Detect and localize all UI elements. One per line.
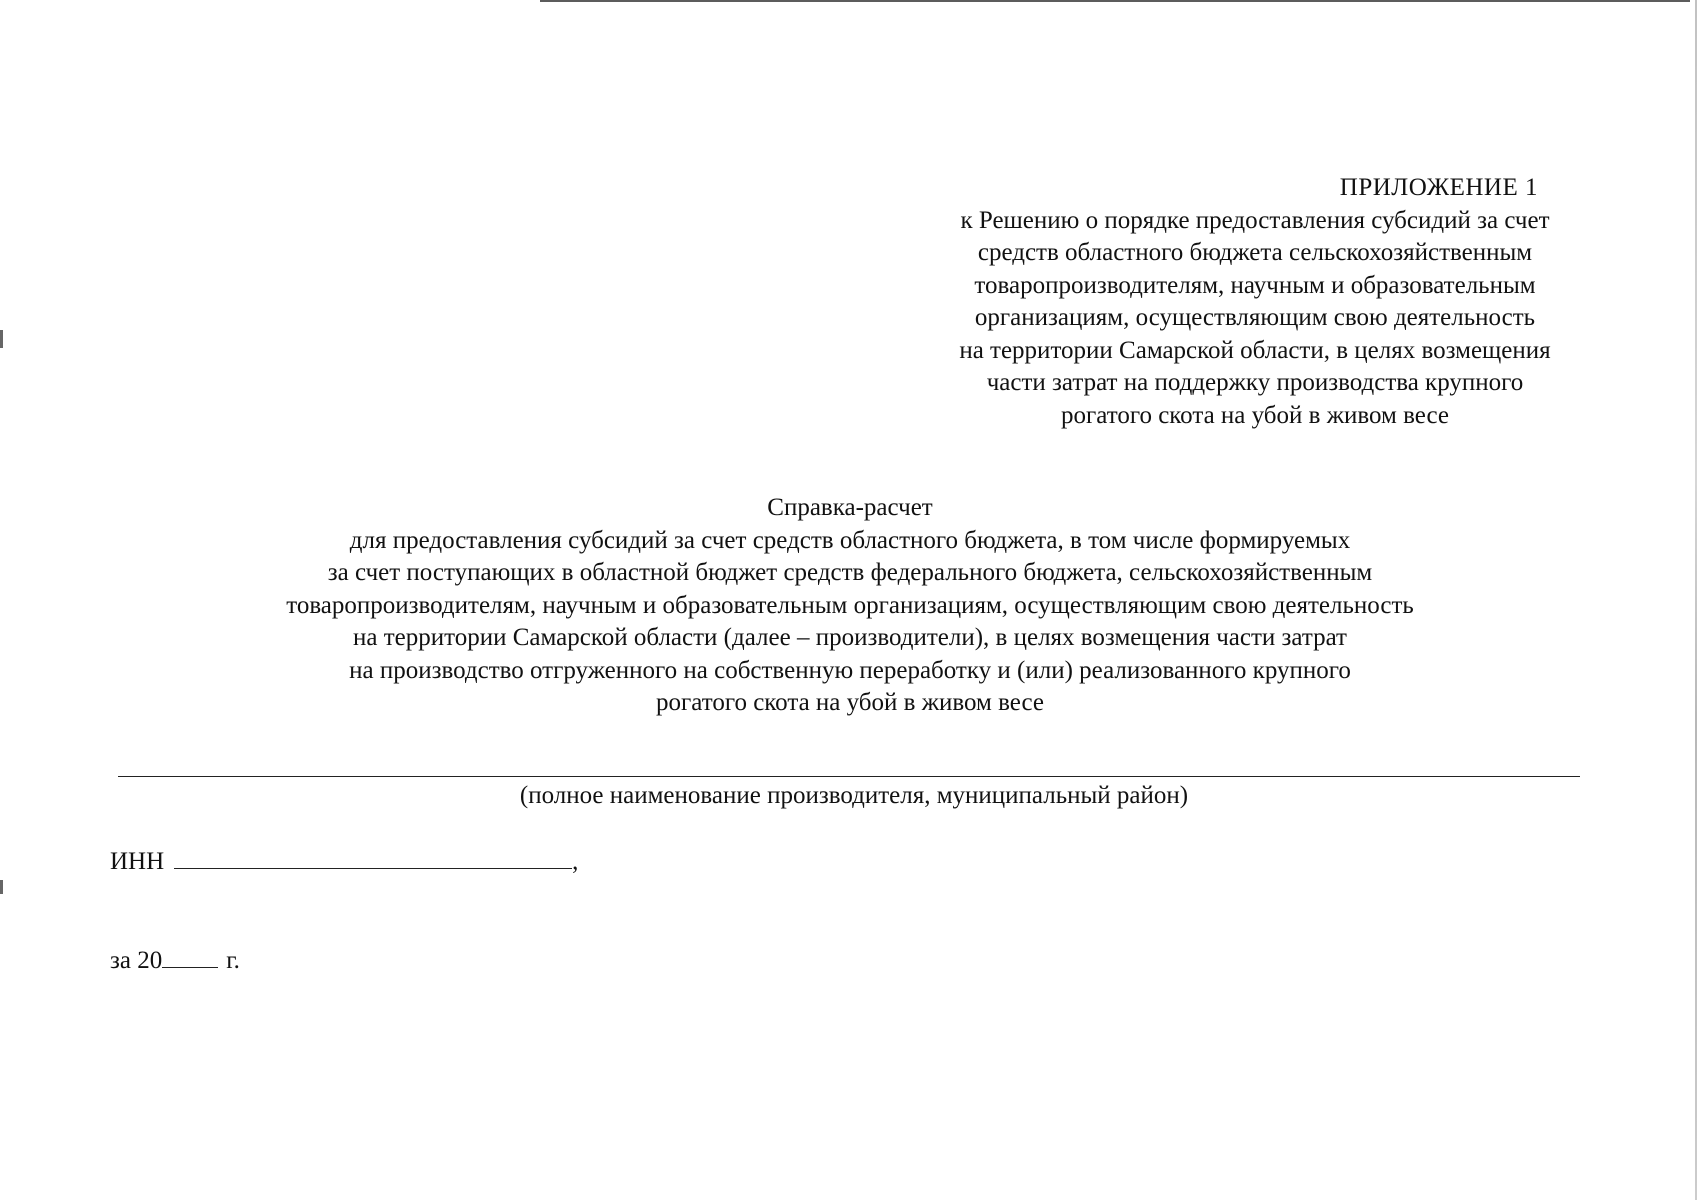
appendix-line: товаропроизводителям, научным и образовательным	[974, 271, 1536, 299]
scan-artifact-left-mark	[0, 880, 3, 894]
document-subtitle-line: за счет поступающих в областной бюджет средств федерального бюджета, сельскохозяйственным	[327, 559, 1373, 586]
year-field-blank[interactable]	[162, 945, 218, 968]
document-subtitle-line: товаропроизводителям, научным и образовательным организациям, осуществляющим свою деятельность	[286, 591, 1414, 619]
inn-label: ИНН	[110, 848, 165, 875]
appendix-line: организациям, осуществляющим свою деятельность	[974, 304, 1536, 331]
document-title: Справка-расчет	[767, 494, 933, 521]
period-row	[110, 945, 240, 977]
appendix-line: к Решению о порядке предоставления субсидий за счет	[960, 206, 1550, 234]
document-subtitle-line: рогатого скота на убой в живом весе	[656, 689, 1044, 716]
producer-name-caption: (полное наименование производителя, муниципальный район)	[519, 782, 1189, 809]
inn-row	[110, 846, 578, 878]
document-subtitle-line: на производство отгруженного на собственную переработку и (или) реализованного крупного	[349, 656, 1351, 684]
scan-artifact-top-line	[540, 0, 1690, 2]
document-subtitle-line: для предоставления субсидий за счет средств областного бюджета, в том числе формируемых	[349, 526, 1351, 554]
appendix-line: средств областного бюджета сельскохозяйственным	[977, 239, 1533, 266]
appendix-line: на территории Самарской области, в целях возмещения	[959, 336, 1551, 364]
period-suffix: г.	[226, 947, 240, 974]
producer-name-field-line[interactable]	[118, 776, 1580, 777]
document-heading-block	[150, 492, 1550, 720]
scan-artifact-right-edge	[1695, 0, 1697, 1200]
inn-field-blank[interactable]	[174, 846, 572, 869]
document-subtitle-line: на территории Самарской области (далее – производители), в целях возмещения части затрат	[353, 624, 1347, 651]
appendix-title: ПРИЛОЖЕНИЕ 1	[1339, 174, 1538, 201]
scan-artifact-left-mark	[0, 330, 3, 348]
inn-suffix: ,	[572, 848, 579, 875]
appendix-line: части затрат на поддержку производства крупного	[986, 369, 1524, 396]
appendix-line: рогатого скота на убой в живом весе	[1061, 401, 1449, 429]
appendix-block	[900, 172, 1610, 432]
period-prefix: за 20	[110, 947, 163, 974]
